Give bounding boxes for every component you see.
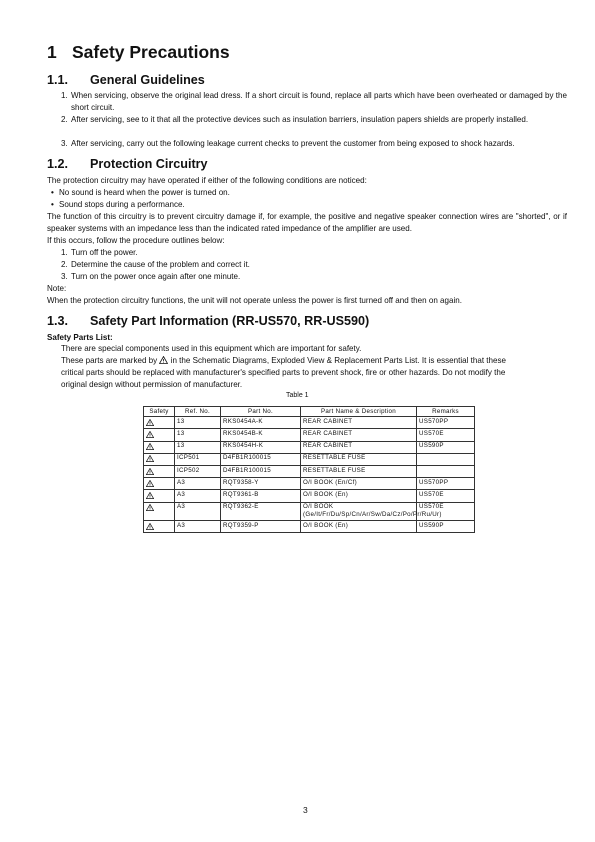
part-cell: RKS0454A-K (221, 417, 301, 429)
section-heading (47, 42, 230, 63)
col-header: Part Name & Description (301, 407, 417, 417)
safety-parts-line: critical parts should be replaced with manufacturer's specified parts to prevent shock, fire or other hazards. Do not modify the (61, 368, 506, 377)
remarks-cell (417, 453, 475, 465)
note-text: When the protection circuitry functions, the unit will not operate unless the power is first turned off and then on again. (47, 296, 462, 305)
part-cell: RQT9362-E (221, 502, 301, 520)
procedure-step: 1. Turn off the power. (61, 248, 138, 257)
table-row (144, 441, 475, 453)
safety-parts-line: There are special components used in this equipment which are important for safety. (61, 344, 362, 353)
col-header: Part No. (221, 407, 301, 417)
safety-cell (144, 490, 175, 502)
table-row (144, 478, 475, 490)
warning-triangle-icon (146, 443, 154, 450)
part-cell: RQT9358-Y (221, 478, 301, 490)
safety-cell (144, 417, 175, 429)
safety-cell (144, 502, 175, 520)
ref-cell: 13 (175, 429, 221, 441)
general-item: 1. When servicing, observe the original lead dress. If a short circuit is found, replace all parts which have been overheated or damaged by the short circuit. (61, 91, 567, 113)
remarks-cell: US570E (417, 490, 475, 502)
warning-triangle-icon (146, 504, 154, 511)
warning-triangle-icon (146, 480, 154, 487)
safety-parts-heading (47, 314, 369, 328)
safety-cell (144, 478, 175, 490)
desc-cell: O/I BOOK (En/Cf) (301, 478, 417, 490)
subsection-number: 1.2. (47, 157, 69, 171)
ref-cell: ICP501 (175, 453, 221, 465)
table-row (144, 466, 475, 478)
col-header: Safety (144, 407, 175, 417)
part-cell: RKS0454H-K (221, 441, 301, 453)
ref-cell: A3 (175, 490, 221, 502)
protection-intro: The protection circuitry may have operated if either of the following conditions are noticed: (47, 176, 367, 185)
table-caption: Table 1 (286, 392, 309, 399)
safety-cell (144, 466, 175, 478)
table-header-row (144, 407, 475, 417)
part-cell: RKS0454B-K (221, 429, 301, 441)
safety-parts-line: original design without permission of manufacturer. (61, 380, 243, 389)
desc-cell: O/I BOOK (Ge/It/Fr/Du/Sp/Cn/Ar/Sw/Da/Cz/Po/Pr/Ru/Ur) (301, 502, 417, 520)
procedure-step: 2. Determine the cause of the problem and correct it. (61, 260, 250, 269)
remarks-cell: US570PP (417, 478, 475, 490)
table-row (144, 429, 475, 441)
subsection-title: Safety Part Information (RR-US570, RR-US590) (90, 314, 370, 328)
safety-parts-line: These parts are marked by in the Schematic Diagrams, Exploded View & Replacement Parts List. It is essential that these (61, 356, 506, 365)
ref-cell: 13 (175, 417, 221, 429)
desc-cell: O/I BOOK (En) (301, 521, 417, 533)
section-title: Safety Precautions (72, 42, 230, 62)
ref-cell: A3 (175, 478, 221, 490)
remarks-cell: US570PP (417, 417, 475, 429)
ref-cell: 13 (175, 441, 221, 453)
safety-parts-list-heading: Safety Parts List: (47, 333, 113, 342)
page-number: 3 (303, 805, 308, 815)
remarks-cell: US590P (417, 521, 475, 533)
table-row (144, 453, 475, 465)
protection-heading (47, 157, 208, 171)
bullet-item: • Sound stops during a performance. (51, 200, 185, 209)
safety-parts-table (143, 406, 475, 533)
remarks-cell: US570E (417, 502, 475, 520)
table-row (144, 490, 475, 502)
warning-triangle-icon (146, 455, 154, 462)
remarks-cell: US570E (417, 429, 475, 441)
safety-cell (144, 429, 175, 441)
note-label: Note: (47, 284, 67, 293)
safety-cell (144, 521, 175, 533)
general-guidelines-heading (47, 73, 205, 87)
part-cell: D4FB1R100015 (221, 453, 301, 465)
warning-triangle-icon (159, 356, 168, 364)
general-item: 3. After servicing, carry out the following leakage current checks to prevent the customer from being exposed to shock hazards. (61, 139, 515, 148)
protection-function-text: The function of this circuitry is to prevent circuitry damage if, for example, the positive and negative speaker connection wires are "shorted", or if speaker systems with an impedance less than the indicated rated impedance of the amplifier are used. (47, 212, 567, 234)
ref-cell: A3 (175, 521, 221, 533)
remarks-cell: US590P (417, 441, 475, 453)
remarks-cell (417, 466, 475, 478)
procedure-step: 3. Turn on the power once again after one minute. (61, 272, 241, 281)
ref-cell: ICP502 (175, 466, 221, 478)
warning-triangle-icon (146, 492, 154, 499)
table-row (144, 521, 475, 533)
desc-cell: RESETTABLE FUSE (301, 453, 417, 465)
table-row (144, 417, 475, 429)
safety-cell (144, 453, 175, 465)
subsection-number: 1.1. (47, 73, 69, 87)
procedure-intro: If this occurs, follow the procedure outlines below: (47, 236, 225, 245)
bullet-item: • No sound is heard when the power is turned on. (51, 188, 230, 197)
part-cell: RQT9359-P (221, 521, 301, 533)
warning-triangle-icon (146, 523, 154, 530)
safety-cell (144, 441, 175, 453)
part-cell: RQT9361-B (221, 490, 301, 502)
subsection-title: General Guidelines (90, 73, 205, 87)
desc-cell: RESETTABLE FUSE (301, 466, 417, 478)
section-number: 1 (47, 42, 57, 62)
ref-cell: A3 (175, 502, 221, 520)
table-row (144, 502, 475, 520)
col-header: Ref. No. (175, 407, 221, 417)
warning-triangle-icon (146, 431, 154, 438)
desc-cell: REAR CABINET (301, 441, 417, 453)
warning-triangle-icon (146, 419, 154, 426)
general-item: 2. After servicing, see to it that all the protective devices such as insulation barriers, insulation papers shields are properly installed. (61, 115, 529, 124)
desc-cell: REAR CABINET (301, 417, 417, 429)
desc-cell: REAR CABINET (301, 429, 417, 441)
warning-triangle-icon (146, 468, 154, 475)
subsection-number: 1.3. (47, 314, 69, 328)
part-cell: D4FB1R100015 (221, 466, 301, 478)
col-header: Remarks (417, 407, 475, 417)
subsection-title: Protection Circuitry (90, 157, 208, 171)
desc-cell: O/I BOOK (En) (301, 490, 417, 502)
